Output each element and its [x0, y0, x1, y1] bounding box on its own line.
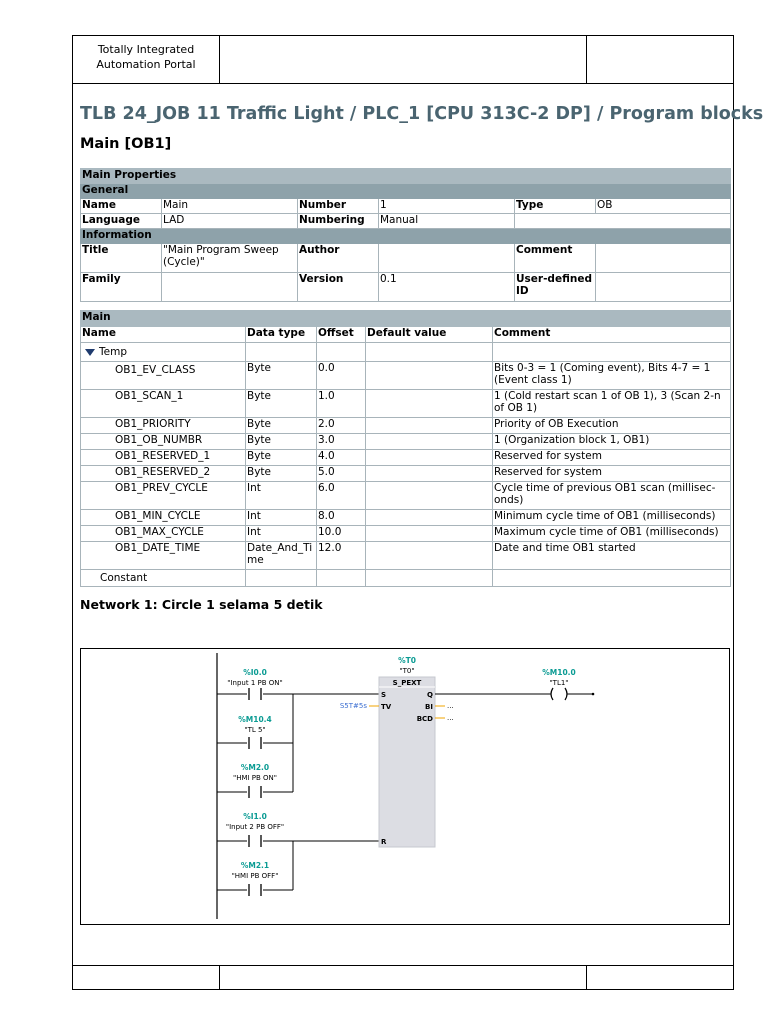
var-offset: 5.0: [317, 466, 366, 482]
contact-input-1-pb-on[interactable]: [217, 668, 381, 700]
var-offset: 3.0: [317, 434, 366, 450]
var-default: [366, 466, 493, 482]
col-offset-header: Offset: [317, 327, 366, 343]
var-comment: 1 (Organization block 1, OB1): [493, 434, 731, 450]
var-type: Int: [246, 510, 317, 526]
var-name: OB1_DATE_TIME: [81, 542, 246, 570]
coil-tag: "TL1": [549, 679, 569, 687]
contact-tag: "Input 1 PB ON": [227, 679, 283, 687]
temp-group-row[interactable]: [81, 343, 246, 362]
var-default: [366, 418, 493, 434]
family-value: [162, 273, 298, 302]
timer-s-pext-block[interactable]: [379, 656, 435, 847]
var-comment: Reserved for system: [493, 466, 731, 482]
var-comment: Cycle time of previous OB1 scan (millisec-onds): [493, 482, 731, 510]
table-row: [81, 526, 731, 542]
header-middle-cell: [220, 36, 587, 83]
var-type: Byte: [246, 362, 317, 390]
product-line-2: Automation Portal: [96, 58, 196, 71]
col-default-header: Default value: [366, 327, 493, 343]
section-general: General: [81, 184, 731, 199]
pin-r: R: [381, 838, 387, 846]
title-value: "Main Program Sweep (Cycle)": [162, 244, 298, 273]
var-default: [366, 482, 493, 510]
document-title: TLB 24_JOB 11 Traffic Light / PLC_1 [CPU 313C-2 DP] / Program blocks: [80, 104, 764, 124]
ladder-diagram: [80, 648, 730, 925]
network-title: Network 1: Circle 1 selama 5 detik: [80, 597, 323, 612]
var-offset: 10.0: [317, 526, 366, 542]
numbering-value: Manual: [379, 214, 515, 229]
footer-left-cell: [73, 966, 220, 989]
var-type: Int: [246, 482, 317, 510]
table-row: [81, 482, 731, 510]
var-default: [366, 390, 493, 418]
col-datatype-header: Data type: [246, 327, 317, 343]
pin-s: S: [381, 691, 387, 699]
section-main-properties: Main Properties: [81, 169, 731, 184]
tv-value: S5T#5s: [339, 702, 367, 710]
col-name-header: Name: [81, 327, 246, 343]
product-line-1: Totally Integrated: [97, 43, 195, 56]
var-type: Byte: [246, 418, 317, 434]
name-label: Name: [81, 199, 162, 214]
contact-address: %M10.4: [238, 715, 272, 724]
var-comment: Reserved for system: [493, 450, 731, 466]
contact-address: %M2.0: [240, 763, 270, 772]
section-information: Information: [81, 229, 731, 244]
version-value: 0.1: [379, 273, 515, 302]
var-comment: Bits 0-3 = 1 (Coming event), Bits 4-7 = 1 (Event class 1): [493, 362, 731, 390]
contact-tag: "HMI PB ON": [232, 774, 278, 782]
col-comment-header: Comment: [493, 327, 731, 343]
bcd-value: ...: [447, 714, 454, 722]
section-main: Main: [81, 311, 731, 327]
var-offset: 0.0: [317, 362, 366, 390]
var-name: OB1_PREV_CYCLE: [81, 482, 246, 510]
table-row: [81, 434, 731, 450]
number-label: Number: [298, 199, 379, 214]
title-label: Title: [81, 244, 162, 273]
var-type: Byte: [246, 466, 317, 482]
var-type: Int: [246, 526, 317, 542]
var-offset: 12.0: [317, 542, 366, 570]
timer-tag: "T0": [399, 667, 415, 675]
var-comment: Minimum cycle time of OB1 (milliseconds): [493, 510, 731, 526]
number-value: 1: [379, 199, 515, 214]
pin-bcd: BCD: [416, 715, 433, 723]
table-row: [81, 466, 731, 482]
name-value: Main: [162, 199, 298, 214]
footer-middle-cell: [220, 966, 587, 989]
version-label: Version: [298, 273, 379, 302]
contact-address: %I1.0: [243, 812, 267, 821]
var-type: Date_And_Ti me: [246, 542, 317, 570]
collapse-triangle-icon[interactable]: [85, 349, 95, 356]
contact-tag: "TL 5": [244, 726, 266, 734]
timer-address: %T0: [398, 656, 416, 665]
var-default: [366, 542, 493, 570]
var-default: [366, 434, 493, 450]
contact-tag: "HMI PB OFF": [231, 872, 279, 880]
var-default: [366, 450, 493, 466]
var-type: Byte: [246, 450, 317, 466]
family-label: Family: [81, 273, 162, 302]
contact-hmi-pb-on[interactable]: [217, 763, 293, 798]
table-row: [81, 390, 731, 418]
user-defined-id-label: User-defined ID: [515, 273, 596, 302]
var-type: Byte: [246, 434, 317, 450]
var-comment: 1 (Cold restart scan 1 of OB 1), 3 (Scan 2-n of OB 1): [493, 390, 731, 418]
author-label: Author: [298, 244, 379, 273]
var-name: OB1_MIN_CYCLE: [81, 510, 246, 526]
page-footer: [73, 965, 733, 989]
coil-tl1[interactable]: [542, 668, 594, 700]
pin-tv: TV: [381, 703, 392, 711]
interface-table: [80, 310, 731, 587]
user-defined-id-value: [596, 273, 731, 302]
var-type: Byte: [246, 390, 317, 418]
var-default: [366, 362, 493, 390]
var-offset: 2.0: [317, 418, 366, 434]
var-offset: 1.0: [317, 390, 366, 418]
contact-input-2-pb-off[interactable]: [217, 812, 381, 847]
var-name: OB1_OB_NUMBR: [81, 434, 246, 450]
type-value: OB: [596, 199, 731, 214]
numbering-label: Numbering: [298, 214, 379, 229]
var-name: OB1_RESERVED_1: [81, 450, 246, 466]
product-name: [73, 36, 220, 83]
empty-cell: [515, 214, 731, 229]
var-comment: Maximum cycle time of OB1 (milliseconds): [493, 526, 731, 542]
comment-label: Comment: [515, 244, 596, 273]
timer-type: S_PEXT: [392, 679, 422, 687]
author-value: [379, 244, 515, 273]
temp-label: Temp: [99, 346, 127, 358]
comment-value: [596, 244, 731, 273]
contact-tag: "Input 2 PB OFF": [225, 823, 285, 831]
table-row: [81, 510, 731, 526]
contact-hmi-pb-off[interactable]: [217, 861, 293, 896]
block-title: Main [OB1]: [80, 136, 172, 152]
var-name: OB1_PRIORITY: [81, 418, 246, 434]
table-row: [81, 542, 731, 570]
var-name: OB1_MAX_CYCLE: [81, 526, 246, 542]
var-name: OB1_EV_CLASS: [81, 362, 246, 390]
table-row: [81, 450, 731, 466]
page-header: [73, 36, 733, 84]
var-offset: 8.0: [317, 510, 366, 526]
pin-bi: BI: [425, 703, 433, 711]
var-offset: 4.0: [317, 450, 366, 466]
var-offset: 6.0: [317, 482, 366, 510]
contact-tl-5[interactable]: [217, 715, 293, 749]
contact-address: %M2.1: [240, 861, 270, 870]
coil-address: %M10.0: [542, 668, 576, 677]
var-name: OB1_RESERVED_2: [81, 466, 246, 482]
constant-label: Constant: [81, 570, 246, 587]
var-comment: Priority of OB Execution: [493, 418, 731, 434]
table-row: [81, 418, 731, 434]
table-row: [81, 362, 731, 390]
main-properties-table: [80, 168, 731, 302]
pin-q: Q: [427, 691, 433, 699]
var-default: [366, 526, 493, 542]
type-label: Type: [515, 199, 596, 214]
var-comment: Date and time OB1 started: [493, 542, 731, 570]
language-label: Language: [81, 214, 162, 229]
var-default: [366, 510, 493, 526]
var-name: OB1_SCAN_1: [81, 390, 246, 418]
contact-address: %I0.0: [243, 668, 267, 677]
bi-value: ...: [447, 702, 454, 710]
ladder-svg: [81, 649, 731, 926]
language-value: LAD: [162, 214, 298, 229]
